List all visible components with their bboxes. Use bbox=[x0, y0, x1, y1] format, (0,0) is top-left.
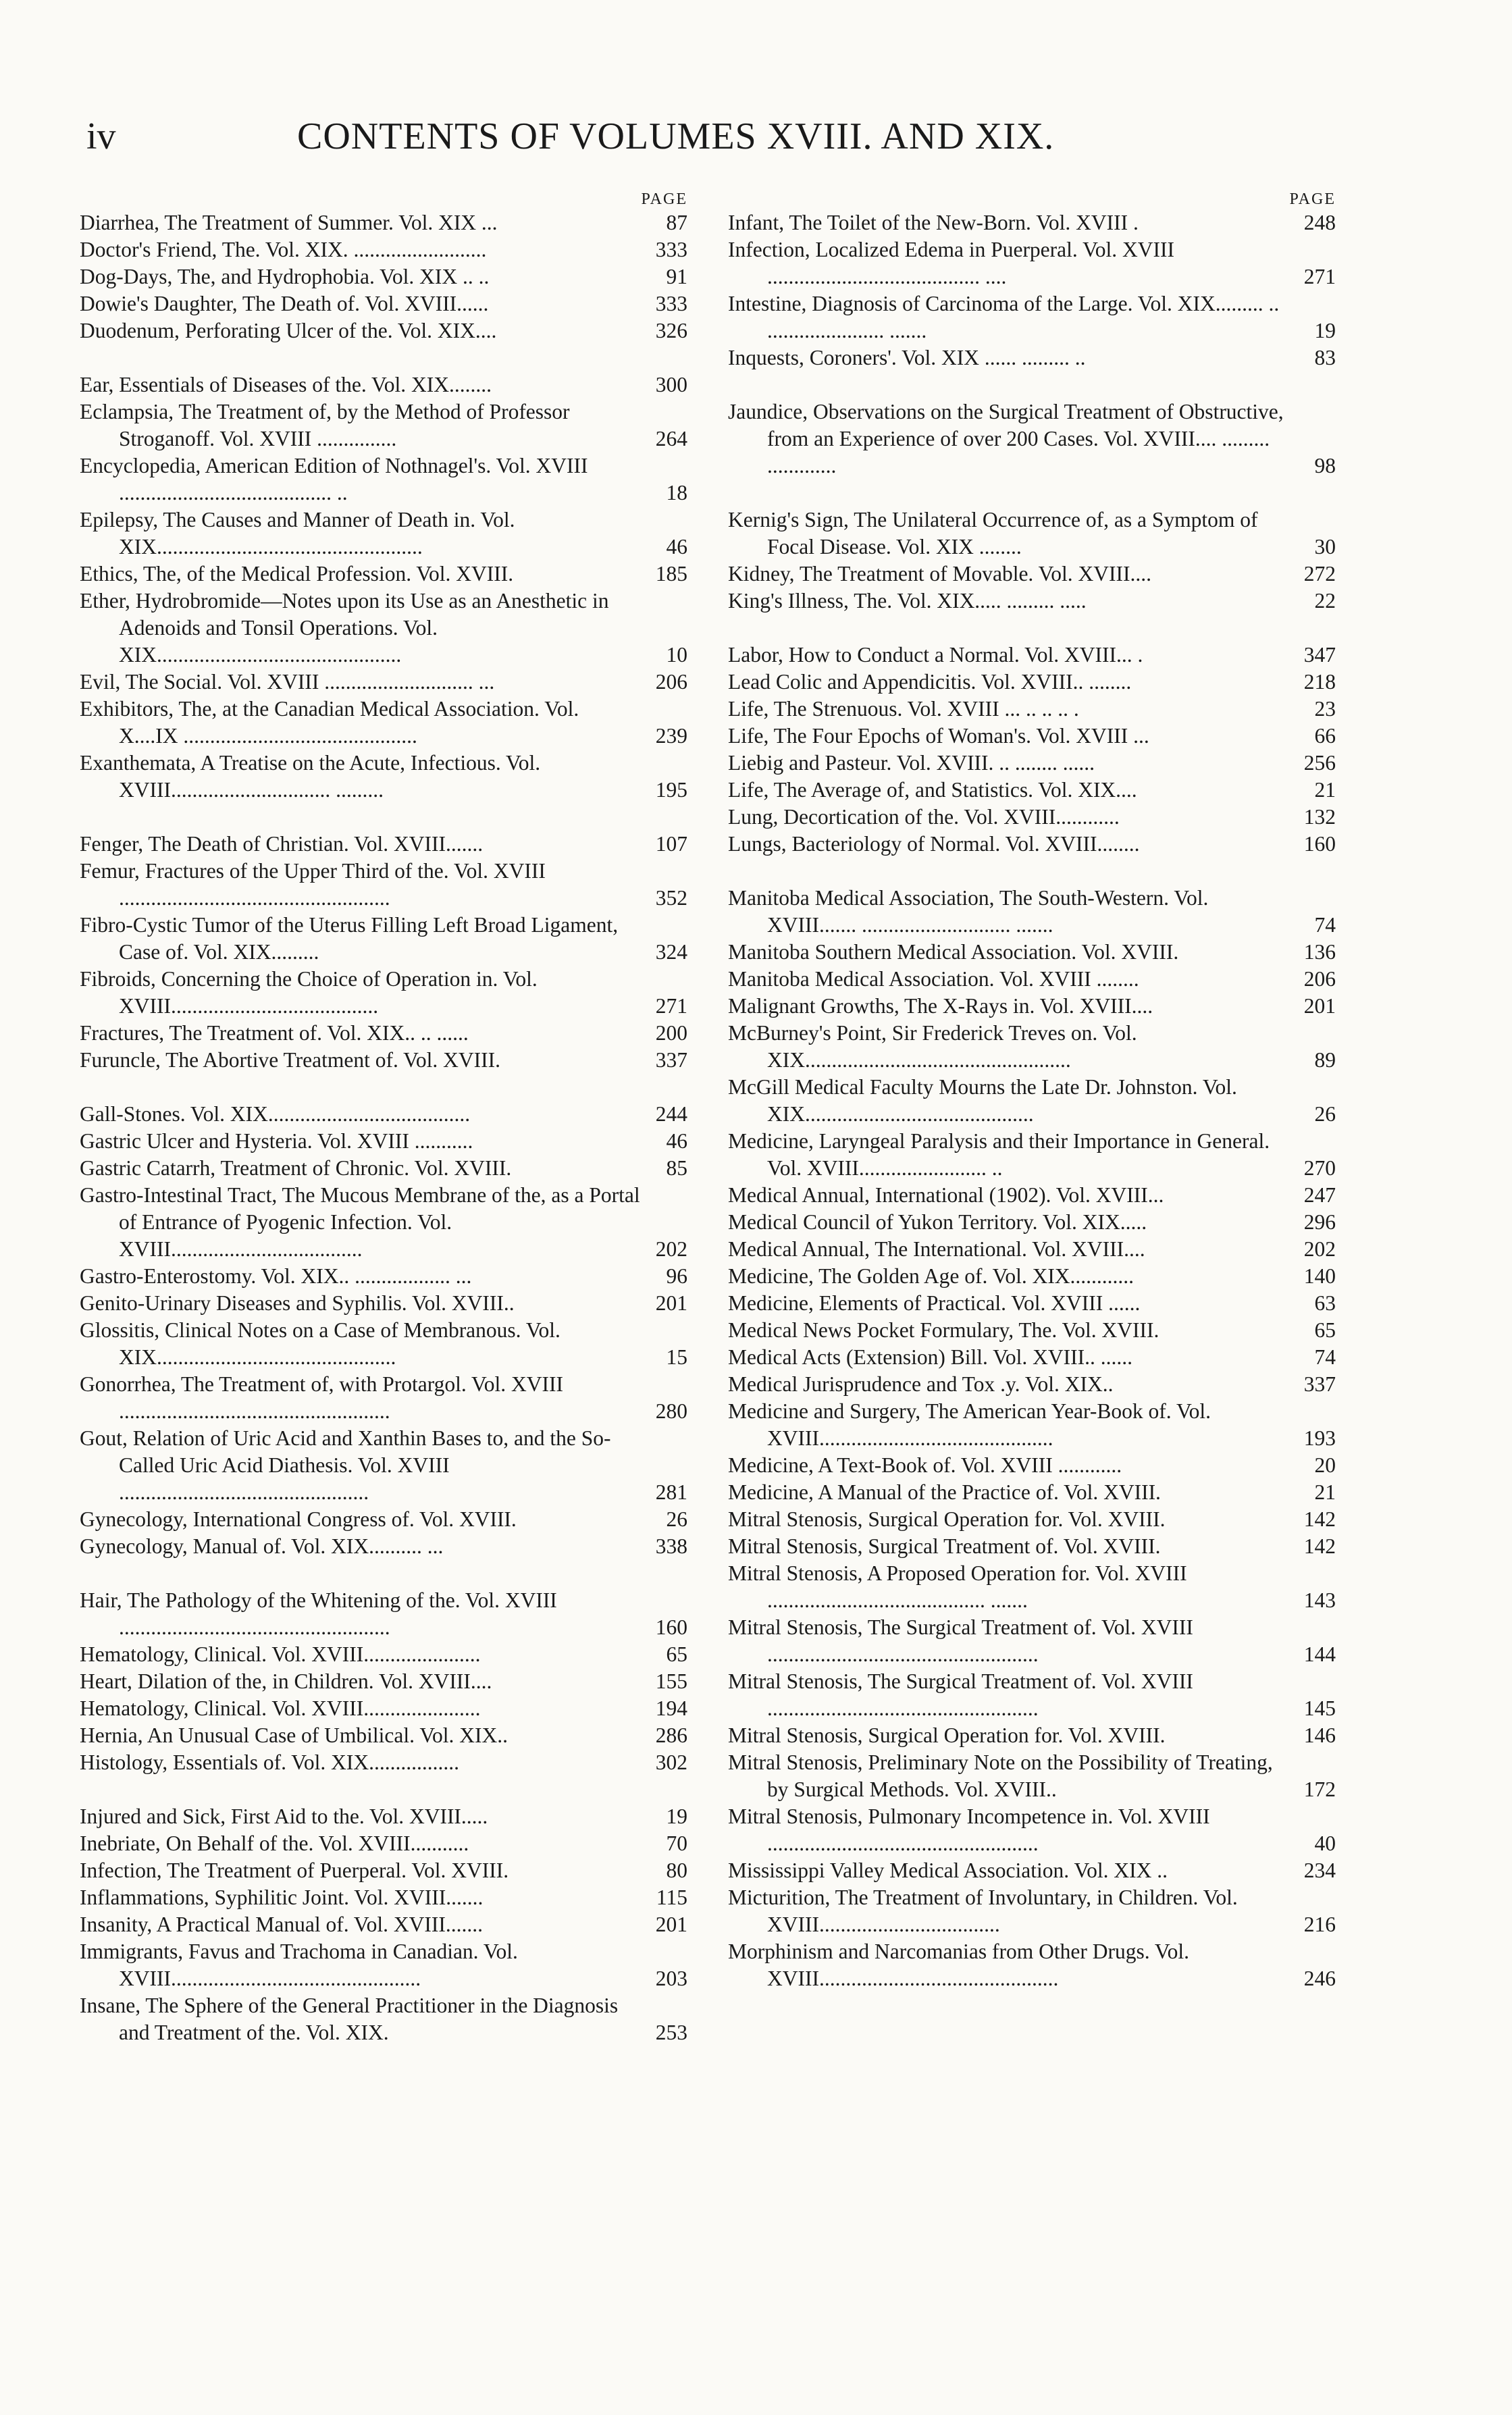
entry-page-number: 271 bbox=[1303, 265, 1336, 288]
entry-text: Manitoba Medical Association, The South-Western. Vol. XVIII....... ............................ ....... bbox=[728, 886, 1209, 937]
entry-page-number: 286 bbox=[655, 1723, 687, 1747]
entry-page-number: 302 bbox=[655, 1750, 687, 1774]
page-number: iv bbox=[86, 115, 116, 157]
entry-page-number: 15 bbox=[666, 1345, 687, 1369]
index-entry bbox=[728, 1884, 1336, 1938]
entry-text: Gastric Catarrh, Treatment of Chronic. Vol. XVIII. bbox=[80, 1156, 512, 1180]
page-title: CONTENTS OF VOLUMES XVIII. AND XIX. bbox=[297, 115, 1055, 157]
entry-text: Diarrhea, The Treatment of Summer. Vol. XIX ... bbox=[80, 211, 498, 234]
entry-page-number: 74 bbox=[1314, 1345, 1336, 1369]
entry-text: Evil, The Social. Vol. XVIII ............................ ... bbox=[80, 670, 495, 694]
entry-text: Mitral Stenosis, Pulmonary Incompetence in. Vol. XVIII ................................................... bbox=[728, 1804, 1210, 1855]
index-entry bbox=[728, 1614, 1336, 1668]
entry-page-number: 21 bbox=[1314, 1480, 1336, 1504]
index-entry bbox=[80, 912, 687, 966]
entry-text: Life, The Four Epochs of Woman's. Vol. XVIII ... bbox=[728, 724, 1149, 748]
index-entry bbox=[80, 1533, 687, 1560]
left-column bbox=[80, 189, 687, 2046]
index-entry bbox=[728, 1209, 1336, 1236]
group-separator bbox=[728, 615, 1336, 642]
entry-text: Insane, The Sphere of the General Practitioner in the Diagnosis and Treatment of the. Vol. XIX. bbox=[80, 1994, 619, 2044]
entry-text: Labor, How to Conduct a Normal. Vol. XVIII... . bbox=[728, 643, 1143, 667]
entry-text: Gonorrhea, The Treatment of, with Protargol. Vol. XVIII ................................................... bbox=[80, 1372, 563, 1423]
entry-page-number: 195 bbox=[655, 778, 687, 802]
entry-page-number: 194 bbox=[655, 1696, 687, 1720]
entry-text: King's Illness, The. Vol. XIX..... ......... ..... bbox=[728, 589, 1087, 613]
entry-page-number: 206 bbox=[655, 670, 687, 694]
index-entry bbox=[728, 1857, 1336, 1884]
index-entry bbox=[728, 723, 1336, 750]
entry-text: Medical Council of Yukon Territory. Vol. XIX..... bbox=[728, 1210, 1147, 1234]
entry-text: McBurney's Point, Sir Frederick Treves on. Vol. XIX.................................................. bbox=[728, 1021, 1137, 1072]
group-separator bbox=[728, 479, 1336, 507]
entry-text: Gout, Relation of Uric Acid and Xanthin Bases to, and the So-Called Uric Acid Diathesis. Vol. XVIII ............................................... bbox=[80, 1426, 611, 1504]
index-entry bbox=[80, 1263, 687, 1290]
entry-page-number: 203 bbox=[655, 1967, 687, 1990]
entry-page-number: 115 bbox=[656, 1886, 687, 1909]
entry-page-number: 333 bbox=[655, 292, 687, 315]
entry-page-number: 347 bbox=[1303, 643, 1336, 667]
group-separator bbox=[728, 858, 1336, 885]
index-entry bbox=[728, 993, 1336, 1020]
entry-text: Medical Annual, International (1902). Vol. XVIII... bbox=[728, 1183, 1164, 1207]
entry-text: Hair, The Pathology of the Whitening of the. Vol. XVIII ................................................... bbox=[80, 1588, 557, 1639]
entry-page-number: 66 bbox=[1314, 724, 1336, 748]
entry-text: Infection, Localized Edema in Puerperal. Vol. XVIII ........................................ .... bbox=[728, 238, 1174, 288]
entry-page-number: 201 bbox=[655, 1913, 687, 1936]
entry-page-number: 160 bbox=[655, 1615, 687, 1639]
entry-text: Medical Acts (Extension) Bill. Vol. XVIII.. ...... bbox=[728, 1345, 1133, 1369]
entry-text: Histology, Essentials of. Vol. XIX................. bbox=[80, 1750, 460, 1774]
entry-page-number: 40 bbox=[1314, 1832, 1336, 1855]
entry-text: Hernia, An Unusual Case of Umbilical. Vol. XIX.. bbox=[80, 1723, 508, 1747]
entry-page-number: 218 bbox=[1303, 670, 1336, 694]
entry-text: Manitoba Southern Medical Association. Vol. XVIII. bbox=[728, 940, 1179, 964]
index-entry bbox=[728, 398, 1336, 479]
entry-text: Medicine, A Manual of the Practice of. Vol. XVIII. bbox=[728, 1480, 1161, 1504]
entry-text: Liebig and Pasteur. Vol. XVIII. .. ........ ...... bbox=[728, 751, 1095, 775]
index-entry bbox=[80, 1641, 687, 1668]
entry-text: Epilepsy, The Causes and Manner of Death in. Vol. XIX.................................................. bbox=[80, 508, 515, 559]
entry-page-number: 333 bbox=[655, 238, 687, 261]
group-separator bbox=[80, 1074, 687, 1101]
index-entry bbox=[728, 1398, 1336, 1452]
index-entry bbox=[80, 1884, 687, 1911]
entry-text: Mitral Stenosis, Surgical Treatment of. Vol. XVIII. bbox=[728, 1534, 1161, 1558]
index-entry bbox=[80, 371, 687, 398]
index-entry bbox=[80, 696, 687, 750]
index-entry bbox=[728, 1074, 1336, 1128]
entry-page-number: 264 bbox=[655, 427, 687, 450]
entry-page-number: 19 bbox=[1314, 319, 1336, 342]
index-entry bbox=[728, 1668, 1336, 1722]
entry-text: Encyclopedia, American Edition of Nothnagel's. Vol. XVIII ........................................ .. bbox=[80, 454, 588, 504]
index-entry bbox=[80, 1317, 687, 1371]
index-entry bbox=[80, 1101, 687, 1128]
entry-page-number: 70 bbox=[666, 1832, 687, 1855]
entry-page-number: 216 bbox=[1303, 1913, 1336, 1936]
entry-text: Lead Colic and Appendicitis. Vol. XVIII.. ........ bbox=[728, 670, 1132, 694]
entry-page-number: 256 bbox=[1303, 751, 1336, 775]
entry-page-number: 155 bbox=[655, 1669, 687, 1693]
index-entry bbox=[728, 344, 1336, 371]
index-entry bbox=[728, 209, 1336, 236]
entry-text: Gall-Stones. Vol. XIX...................................... bbox=[80, 1102, 471, 1126]
entry-page-number: 74 bbox=[1314, 913, 1336, 937]
entry-text: Exhibitors, The, at the Canadian Medical Association. Vol. X....IX ............................................ bbox=[80, 697, 579, 748]
entry-page-number: 142 bbox=[1303, 1507, 1336, 1531]
entry-text: Ether, Hydrobromide—Notes upon its Use as an Anesthetic in Adenoids and Tonsil Operations. Vol. XIX.............................................. bbox=[80, 589, 609, 667]
entry-page-number: 10 bbox=[666, 643, 687, 667]
entry-page-number: 30 bbox=[1314, 535, 1336, 559]
index-entry bbox=[80, 1425, 687, 1506]
entry-text: Exanthemata, A Treatise on the Acute, Infectious. Vol. XVIII.............................. ......... bbox=[80, 751, 541, 802]
entry-text: Life, The Average of, and Statistics. Vol. XIX.... bbox=[728, 778, 1137, 802]
entry-text: Inebriate, On Behalf of the. Vol. XVIII........... bbox=[80, 1832, 469, 1855]
index-entry bbox=[80, 452, 687, 507]
entry-page-number: 246 bbox=[1303, 1967, 1336, 1990]
entry-page-number: 338 bbox=[655, 1534, 687, 1558]
index-entry bbox=[80, 1587, 687, 1641]
entry-text: Micturition, The Treatment of Involuntary, in Children. Vol. XVIII.................................. bbox=[728, 1886, 1238, 1936]
entry-page-number: 96 bbox=[666, 1264, 687, 1288]
index-entry bbox=[728, 966, 1336, 993]
index-entry bbox=[728, 831, 1336, 858]
index-entry bbox=[728, 1560, 1336, 1614]
index-entry bbox=[728, 777, 1336, 804]
index-entry bbox=[728, 1020, 1336, 1074]
entry-page-number: 83 bbox=[1314, 346, 1336, 369]
index-entry bbox=[80, 966, 687, 1020]
entry-page-number: 352 bbox=[655, 886, 687, 910]
entry-page-number: 280 bbox=[655, 1399, 687, 1423]
entry-page-number: 107 bbox=[655, 832, 687, 856]
entry-text: Mitral Stenosis, Surgical Operation for. Vol. XVIII. bbox=[728, 1723, 1166, 1747]
entry-page-number: 46 bbox=[666, 1129, 687, 1153]
entry-text: Lung, Decortication of the. Vol. XVIII............ bbox=[728, 805, 1120, 829]
entry-page-number: 337 bbox=[1303, 1372, 1336, 1396]
index-entry bbox=[728, 1317, 1336, 1344]
entry-text: McGill Medical Faculty Mourns the Late Dr. Johnston. Vol. XIX........................................... bbox=[728, 1075, 1237, 1126]
index-entry bbox=[728, 1722, 1336, 1749]
index-entry bbox=[80, 1938, 687, 1992]
page-header bbox=[0, 115, 1512, 169]
entry-text: Fenger, The Death of Christian. Vol. XVIII....... bbox=[80, 832, 484, 856]
page-column-heading: PAGE bbox=[1289, 190, 1336, 208]
entry-page-number: 270 bbox=[1303, 1156, 1336, 1180]
entry-page-number: 247 bbox=[1303, 1183, 1336, 1207]
index-entry bbox=[728, 507, 1336, 561]
entry-page-number: 337 bbox=[655, 1048, 687, 1072]
entry-page-number: 146 bbox=[1303, 1723, 1336, 1747]
entry-page-number: 65 bbox=[1314, 1318, 1336, 1342]
entry-text: Furuncle, The Abortive Treatment of. Vol. XVIII. bbox=[80, 1048, 500, 1072]
entry-text: Fibro-Cystic Tumor of the Uterus Filling Left Broad Ligament, Case of. Vol. XIX......... bbox=[80, 913, 619, 964]
entry-text: Infant, The Toilet of the New-Born. Vol. XVIII . bbox=[728, 211, 1139, 234]
index-entry bbox=[728, 1371, 1336, 1398]
entry-page-number: 185 bbox=[655, 562, 687, 586]
index-entry bbox=[80, 317, 687, 344]
entry-page-number: 26 bbox=[1314, 1102, 1336, 1126]
index-entry bbox=[80, 1020, 687, 1047]
index-entry bbox=[728, 669, 1336, 696]
entry-page-number: 193 bbox=[1303, 1426, 1336, 1450]
entry-page-number: 234 bbox=[1303, 1859, 1336, 1882]
entry-text: Manitoba Medical Association. Vol. XVIII ........ bbox=[728, 967, 1139, 991]
index-entry bbox=[728, 1182, 1336, 1209]
entry-page-number: 202 bbox=[655, 1237, 687, 1261]
entry-text: Medical Jurisprudence and Tox .y. Vol. XIX.. bbox=[728, 1372, 1114, 1396]
index-entry bbox=[728, 1803, 1336, 1857]
entry-page-number: 80 bbox=[666, 1859, 687, 1882]
entry-text: Lungs, Bacteriology of Normal. Vol. XVIII........ bbox=[728, 832, 1140, 856]
index-entry bbox=[80, 588, 687, 669]
index-entry bbox=[728, 588, 1336, 615]
entry-text: Medicine, The Golden Age of. Vol. XIX............ bbox=[728, 1264, 1135, 1288]
entry-text: Hematology, Clinical. Vol. XVIII...................... bbox=[80, 1696, 481, 1720]
index-entry bbox=[80, 1128, 687, 1155]
index-entry bbox=[728, 1506, 1336, 1533]
index-entry bbox=[728, 1128, 1336, 1182]
index-entry bbox=[728, 1263, 1336, 1290]
index-entry bbox=[80, 1668, 687, 1695]
group-separator bbox=[80, 1560, 687, 1587]
entry-text: Fibroids, Concerning the Choice of Operation in. Vol. XVIII....................................... bbox=[80, 967, 538, 1018]
right-column bbox=[728, 189, 1336, 1992]
entry-page-number: 201 bbox=[1303, 994, 1336, 1018]
entry-text: Medicine, Elements of Practical. Vol. XVIII ...... bbox=[728, 1291, 1141, 1315]
entry-text: Gynecology, International Congress of. Vol. XVIII. bbox=[80, 1507, 517, 1531]
entry-page-number: 326 bbox=[655, 319, 687, 342]
entry-text: Inquests, Coroners'. Vol. XIX ...... ......... .. bbox=[728, 346, 1086, 369]
index-entry bbox=[728, 939, 1336, 966]
entry-text: Duodenum, Perforating Ulcer of the. Vol. XIX.... bbox=[80, 319, 497, 342]
entry-text: Intestine, Diagnosis of Carcinoma of the Large. Vol. XIX......... .. ...................... ....... bbox=[728, 292, 1280, 342]
index-entry bbox=[80, 398, 687, 452]
index-entry bbox=[728, 236, 1336, 290]
entry-text: Femur, Fractures of the Upper Third of the. Vol. XVIII ................................................... bbox=[80, 859, 546, 910]
entry-page-number: 144 bbox=[1303, 1642, 1336, 1666]
entry-page-number: 239 bbox=[655, 724, 687, 748]
entry-text: Gastro-Intestinal Tract, The Mucous Membrane of the, as a Portal of Entrance of Pyogenic Infection. Vol. XVIII.................................... bbox=[80, 1183, 640, 1261]
index-entry bbox=[80, 1992, 687, 2046]
entry-text: Glossitis, Clinical Notes on a Case of Membranous. Vol. XIX............................................. bbox=[80, 1318, 561, 1369]
entry-text: Dowie's Daughter, The Death of. Vol. XVIII...... bbox=[80, 292, 489, 315]
entry-text: Heart, Dilation of the, in Children. Vol. XVIII.... bbox=[80, 1669, 492, 1693]
entry-text: Medicine and Surgery, The American Year-Book of. Vol. XVIII............................................ bbox=[728, 1399, 1211, 1450]
entry-text: Jaundice, Observations on the Surgical Treatment of Obstructive, from an Experience of over 200 Cases. Vol. XVIII.... ......... ............. bbox=[728, 400, 1284, 477]
index-entry bbox=[728, 885, 1336, 939]
entry-page-number: 19 bbox=[666, 1804, 687, 1828]
entry-text: Inflammations, Syphilitic Joint. Vol. XVIII....... bbox=[80, 1886, 484, 1909]
entry-text: Mitral Stenosis, A Proposed Operation for. Vol. XVIII ......................................... ....... bbox=[728, 1561, 1187, 1612]
entry-page-number: 143 bbox=[1303, 1588, 1336, 1612]
entry-text: Genito-Urinary Diseases and Syphilis. Vol. XVIII.. bbox=[80, 1291, 515, 1315]
entry-page-number: 172 bbox=[1303, 1777, 1336, 1801]
entry-page-number: 296 bbox=[1303, 1210, 1336, 1234]
entry-text: Mitral Stenosis, The Surgical Treatment of. Vol. XVIII ................................................... bbox=[728, 1615, 1193, 1666]
index-entry bbox=[728, 1452, 1336, 1479]
entry-page-number: 271 bbox=[655, 994, 687, 1018]
entry-text: Eclampsia, The Treatment of, by the Method of Professor Stroganoff. Vol. XVIII ............... bbox=[80, 400, 570, 450]
entry-text: Medicine, Laryngeal Paralysis and their Importance in General. Vol. XVIII........................ .. bbox=[728, 1129, 1270, 1180]
entry-page-number: 26 bbox=[666, 1507, 687, 1531]
index-entry bbox=[80, 1749, 687, 1776]
index-entry bbox=[80, 831, 687, 858]
group-separator bbox=[80, 344, 687, 371]
index-entry bbox=[80, 1803, 687, 1830]
entry-text: Insanity, A Practical Manual of. Vol. XVIII....... bbox=[80, 1913, 483, 1936]
index-entry bbox=[728, 1938, 1336, 1992]
index-entry bbox=[80, 1830, 687, 1857]
index-entry bbox=[80, 236, 687, 263]
entry-page-number: 248 bbox=[1303, 211, 1336, 234]
entry-text: Mississippi Valley Medical Association. Vol. XIX .. bbox=[728, 1859, 1168, 1882]
entry-text: Kidney, The Treatment of Movable. Vol. XVIII.... bbox=[728, 562, 1152, 586]
entry-text: Gastro-Enterostomy. Vol. XIX.. .................. ... bbox=[80, 1264, 472, 1288]
index-entry bbox=[80, 1182, 687, 1263]
entry-page-number: 87 bbox=[666, 211, 687, 234]
entry-text: Ethics, The, of the Medical Profession. Vol. XVIII. bbox=[80, 562, 514, 586]
entry-page-number: 89 bbox=[1314, 1048, 1336, 1072]
entry-text: Mitral Stenosis, The Surgical Treatment of. Vol. XVIII ................................................... bbox=[728, 1669, 1193, 1720]
group-separator bbox=[728, 371, 1336, 398]
entry-text: Injured and Sick, First Aid to the. Vol. XVIII..... bbox=[80, 1804, 488, 1828]
entry-page-number: 253 bbox=[655, 2021, 687, 2044]
index-entry bbox=[80, 1506, 687, 1533]
entry-page-number: 300 bbox=[655, 373, 687, 396]
entry-page-number: 22 bbox=[1314, 589, 1336, 613]
entry-page-number: 20 bbox=[1314, 1453, 1336, 1477]
index-entry bbox=[80, 561, 687, 588]
entry-text: Malignant Growths, The X-Rays in. Vol. XVIII.... bbox=[728, 994, 1153, 1018]
entry-page-number: 201 bbox=[655, 1291, 687, 1315]
entry-page-number: 200 bbox=[655, 1021, 687, 1045]
index-entry bbox=[728, 1344, 1336, 1371]
index-entry bbox=[80, 290, 687, 317]
group-separator bbox=[80, 1776, 687, 1803]
index-entry bbox=[80, 1371, 687, 1425]
entry-page-number: 160 bbox=[1303, 832, 1336, 856]
index-entry bbox=[728, 1236, 1336, 1263]
entry-page-number: 21 bbox=[1314, 778, 1336, 802]
index-entry bbox=[728, 642, 1336, 669]
index-entry bbox=[80, 1722, 687, 1749]
index-entry bbox=[728, 290, 1336, 344]
entry-page-number: 23 bbox=[1314, 697, 1336, 721]
index-entry bbox=[728, 561, 1336, 588]
entry-text: Medicine, A Text-Book of. Vol. XVIII ............ bbox=[728, 1453, 1122, 1477]
index-entry bbox=[728, 1479, 1336, 1506]
entry-page-number: 140 bbox=[1303, 1264, 1336, 1288]
entry-page-number: 136 bbox=[1303, 940, 1336, 964]
entry-text: Infection, The Treatment of Puerperal. Vol. XVIII. bbox=[80, 1859, 509, 1882]
index-entry bbox=[80, 209, 687, 236]
index-entry bbox=[728, 804, 1336, 831]
index-entry bbox=[728, 1533, 1336, 1560]
entry-text: Gynecology, Manual of. Vol. XIX.......... ... bbox=[80, 1534, 444, 1558]
entry-text: Hematology, Clinical. Vol. XVIII...................... bbox=[80, 1642, 481, 1666]
entry-text: Medical Annual, The International. Vol. XVIII.... bbox=[728, 1237, 1145, 1261]
index-entry bbox=[80, 669, 687, 696]
entry-text: Life, The Strenuous. Vol. XVIII ... .. .. .. . bbox=[728, 697, 1079, 721]
index-entry bbox=[80, 1047, 687, 1074]
entry-text: Mitral Stenosis, Preliminary Note on the Possibility of Treating, by Surgical Methods. Vol. XVIII.. bbox=[728, 1750, 1273, 1801]
index-entry bbox=[728, 1290, 1336, 1317]
index-entry bbox=[80, 1695, 687, 1722]
index-entry bbox=[80, 1290, 687, 1317]
entry-text: Gastric Ulcer and Hysteria. Vol. XVIII ........... bbox=[80, 1129, 473, 1153]
entry-page-number: 145 bbox=[1303, 1696, 1336, 1720]
entry-text: Morphinism and Narcomanias from Other Drugs. Vol. XVIII............................................. bbox=[728, 1940, 1189, 1990]
group-separator bbox=[80, 804, 687, 831]
entry-page-number: 142 bbox=[1303, 1534, 1336, 1558]
entry-page-number: 98 bbox=[1314, 454, 1336, 477]
index-entry bbox=[80, 858, 687, 912]
entry-page-number: 18 bbox=[666, 481, 687, 504]
entry-text: Ear, Essentials of Diseases of the. Vol. XIX........ bbox=[80, 373, 492, 396]
index-entry bbox=[80, 1857, 687, 1884]
entry-text: Dog-Days, The, and Hydrophobia. Vol. XIX .. .. bbox=[80, 265, 490, 288]
entry-page-number: 272 bbox=[1303, 562, 1336, 586]
index-entry bbox=[80, 1911, 687, 1938]
entry-page-number: 244 bbox=[655, 1102, 687, 1126]
index-entry bbox=[80, 263, 687, 290]
entry-text: Kernig's Sign, The Unilateral Occurrence of, as a Symptom of Focal Disease. Vol. XIX ........ bbox=[728, 508, 1258, 559]
entry-page-number: 281 bbox=[655, 1480, 687, 1504]
entry-page-number: 206 bbox=[1303, 967, 1336, 991]
entry-page-number: 46 bbox=[666, 535, 687, 559]
entry-page-number: 202 bbox=[1303, 1237, 1336, 1261]
index-entry bbox=[728, 696, 1336, 723]
index-entry bbox=[728, 1749, 1336, 1803]
page-column-heading: PAGE bbox=[641, 190, 687, 208]
index-entry bbox=[80, 750, 687, 804]
entry-page-number: 132 bbox=[1303, 805, 1336, 829]
entry-text: Doctor's Friend, The. Vol. XIX. ......................... bbox=[80, 238, 487, 261]
entry-text: Fractures, The Treatment of. Vol. XIX.. .. ...... bbox=[80, 1021, 469, 1045]
index-entry bbox=[80, 1155, 687, 1182]
entry-page-number: 63 bbox=[1314, 1291, 1336, 1315]
entry-page-number: 65 bbox=[666, 1642, 687, 1666]
entry-text: Mitral Stenosis, Surgical Operation for. Vol. XVIII. bbox=[728, 1507, 1166, 1531]
index-entry bbox=[80, 507, 687, 561]
entry-text: Medical News Pocket Formulary, The. Vol. XVIII. bbox=[728, 1318, 1159, 1342]
entry-page-number: 324 bbox=[655, 940, 687, 964]
index-entry bbox=[728, 750, 1336, 777]
entry-page-number: 91 bbox=[666, 265, 687, 288]
entry-page-number: 85 bbox=[666, 1156, 687, 1180]
entry-text: Immigrants, Favus and Trachoma in Canadian. Vol. XVIII............................................... bbox=[80, 1940, 518, 1990]
